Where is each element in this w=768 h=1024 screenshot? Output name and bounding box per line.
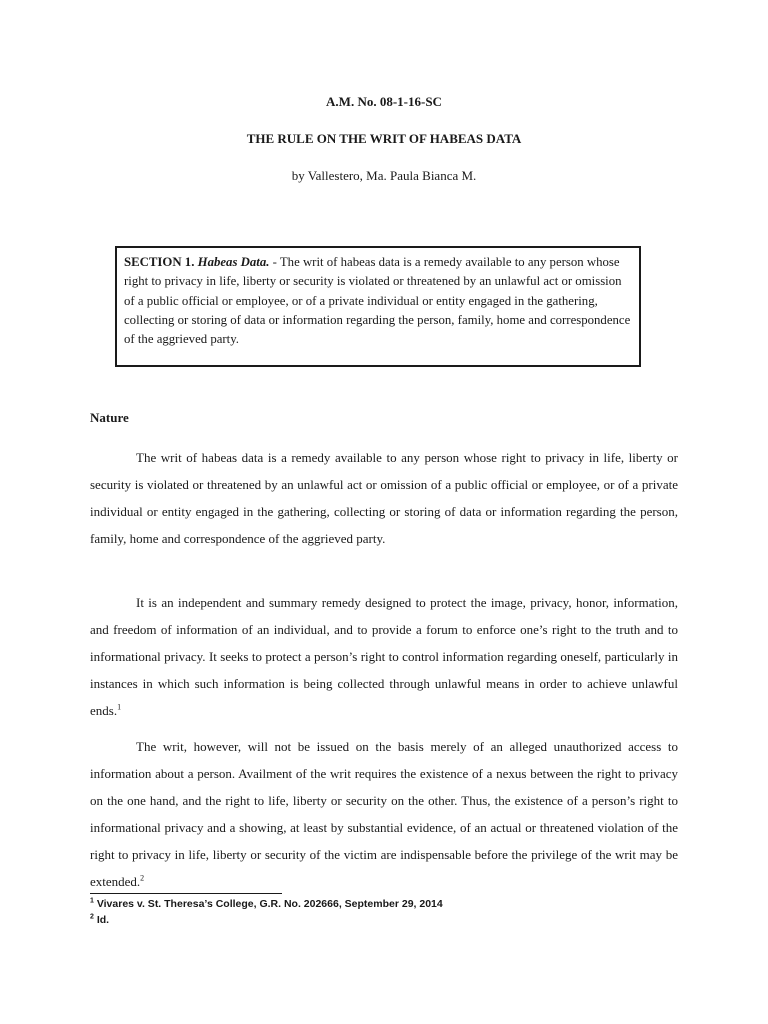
author-line: by Vallestero, Ma. Paula Bianca M.: [291, 168, 477, 183]
case-number: A.M. No. 08-1-16-SC: [326, 94, 442, 109]
footnote-2-number: 2: [90, 913, 94, 921]
section-label: SECTION 1.: [124, 255, 195, 269]
nature-heading: Nature: [90, 410, 129, 425]
nature-paragraph-2: [90, 589, 678, 724]
footnote-1-number: 1: [90, 897, 94, 905]
footnote-2: [90, 914, 109, 926]
section-title: Habeas Data.: [197, 255, 270, 269]
footnote-ref-2[interactable]: 2: [140, 873, 145, 883]
section-1-box: [115, 246, 641, 367]
section-text: - The writ of habeas data is a remedy available to any person whose right to privacy in life, liberty or security is violated or threatened by an unlawful act or omission of a public official or employee, or of a private individual or entity engaged in the gathering, collecting or storing of data or information regarding the person, family, home and correspondence of the aggrieved party.: [124, 255, 631, 347]
footnote-1: [90, 898, 443, 910]
footnote-divider: [90, 893, 282, 894]
document-title: THE RULE ON THE WRIT OF HABEAS DATA: [246, 131, 522, 146]
footnote-1-text: Vivares v. St. Theresa’s College, G.R. No. 202666, September 29, 2014: [93, 898, 443, 910]
paragraph-1-text: The writ of habeas data is a remedy available to any person whose right to privacy in life, liberty or security is violated or threatened by an unlawful act or omission of a public official or employee, or of a private individual or entity engaged in the gathering, collecting or storing of data or information regarding the person, family, home and correspondence of the aggrieved party.: [90, 450, 678, 546]
nature-paragraph-1: [90, 444, 678, 552]
footnote-ref-1[interactable]: 1: [117, 702, 122, 712]
nature-paragraph-3: [90, 733, 678, 895]
paragraph-3-text: The writ, however, will not be issued on the basis merely of an alleged unauthorized access to information about a person. Availment of the writ requires the existence of a nexus between the right to privacy on the one hand, and the right to life, liberty or security on the other. Thus, the existence of a person’s right to informational privacy and a showing, at least by substantial evidence, of an actual or threatened violation of the right to privacy in life, liberty or security of the victim are indispensable before the privilege of the writ may be extended.: [90, 739, 678, 889]
paragraph-2-text: It is an independent and summary remedy designed to protect the image, privacy, honor, information, and freedom of information of an individual, and to provide a forum to enforce one’s right to the truth and to informational privacy. It seeks to protect a person’s right to control information regarding oneself, particularly in instances in which such information is being collected through unlawful means in order to achieve unlawful ends.: [90, 595, 678, 718]
footnote-2-text: Id.: [93, 914, 110, 926]
